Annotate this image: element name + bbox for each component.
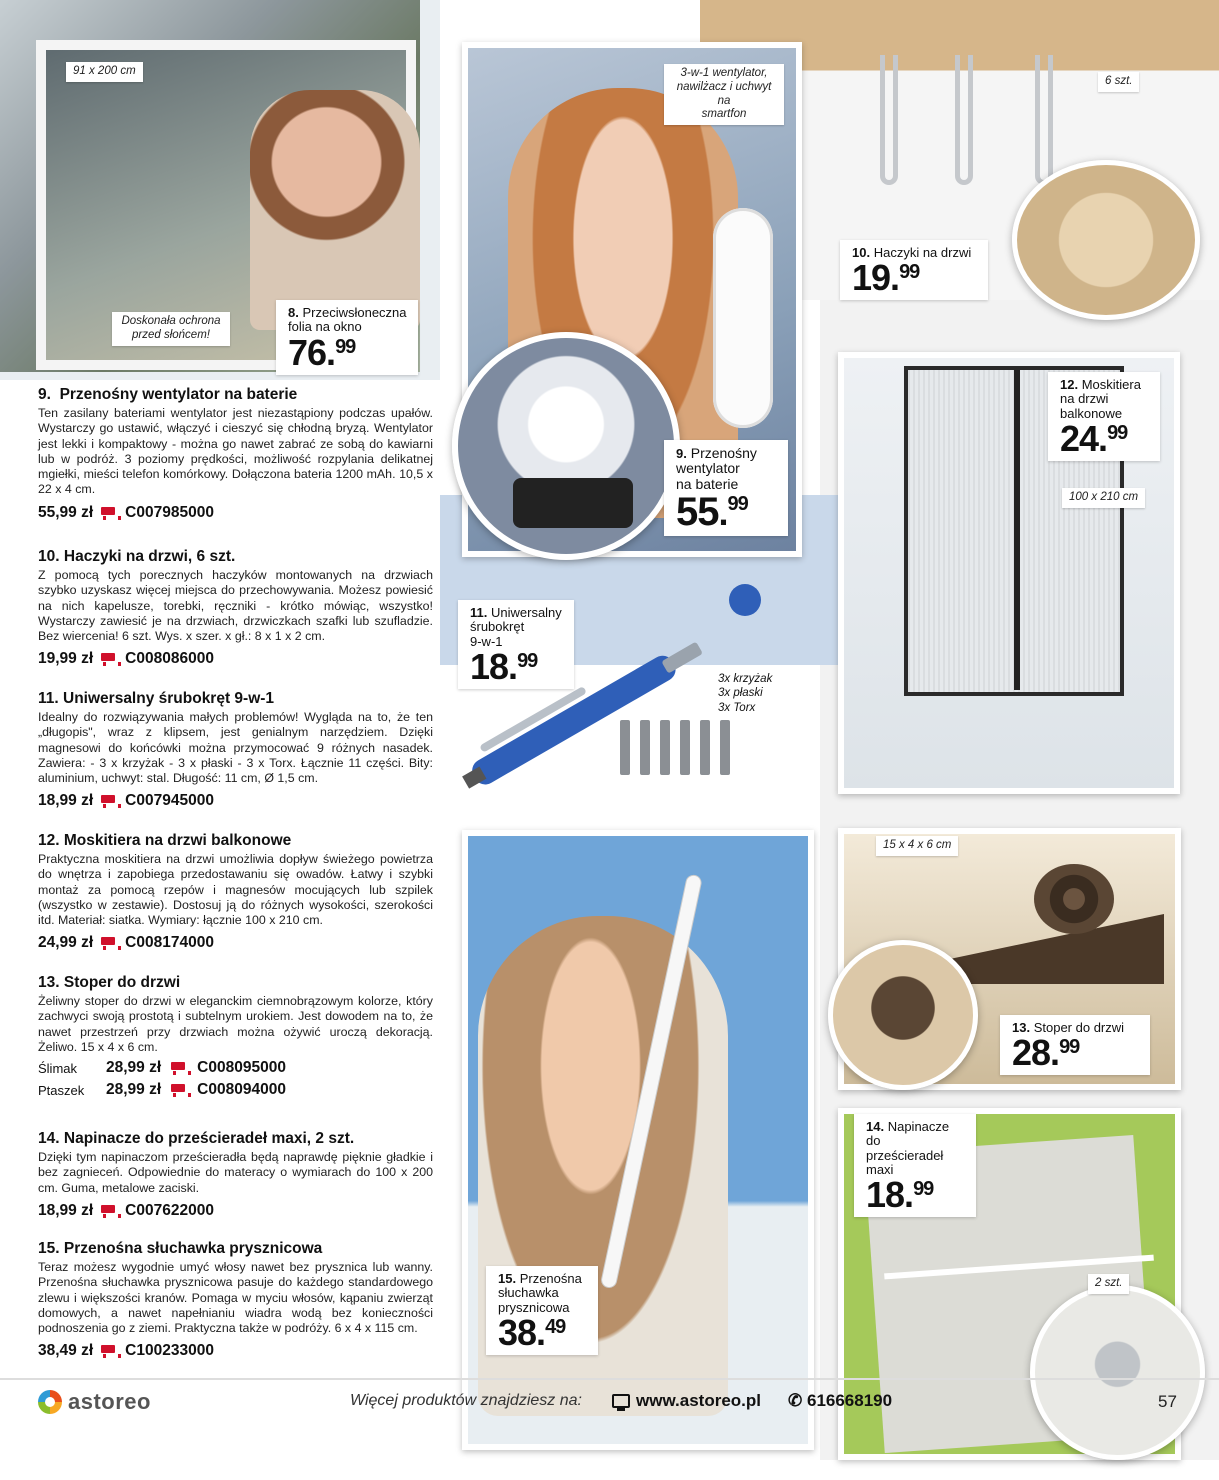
product-code: C007622000 bbox=[125, 1201, 214, 1219]
bird-stopper-circle bbox=[828, 940, 978, 1090]
cart-icon[interactable] bbox=[99, 794, 119, 808]
product-description: Teraz możesz wygodnie umyć włosy nawet bez prysznica lub wanny. Przenośna słuchawka prysznicowa pasuje do każdego standardowego zlewu i większości kranów. Pomaga w myciu włosów, kąpaniu zwierząt domowych, a nawet napełnianiu wiadra wodą bez konieczności podnoszenia go z ziemi. Praktyczna także w podróży. 6 x 4 x 115 cm. bbox=[38, 1260, 433, 1335]
cart-icon[interactable] bbox=[169, 1083, 189, 1097]
product-block-15 bbox=[38, 1240, 433, 1360]
product-description: Z pomocą tych porecznych haczyków montowanych na drzwiach szybko uzyskasz więcej miejsca do przechowywania. Możesz powiesić na nich kapelusze, torebki, ręczniki - krótko mówiąc, wszystko! Wystarczy zawiesić je na drzwiach, drzwiczkach szafki lub szufladzie. Bez wiercenia! 6 szt. Wys. x szer. x gł.: 8 x 1 x 2 cm. bbox=[38, 568, 433, 643]
product-code: C007985000 bbox=[125, 503, 214, 521]
footer-more-text: Więcej produktów znajdziesz na: bbox=[350, 1392, 582, 1409]
price-box-name: prześcieradeł bbox=[866, 1147, 944, 1163]
caption-line: 3x płaski bbox=[718, 687, 763, 700]
price-box-name: Napinacze do bbox=[866, 1119, 950, 1149]
cart-icon[interactable] bbox=[99, 1344, 119, 1358]
size-tag: 15 x 4 x 6 cm bbox=[876, 836, 958, 856]
product-num: 13. bbox=[38, 974, 60, 991]
price-int: 19 bbox=[852, 257, 891, 299]
order-line[interactable] bbox=[38, 504, 433, 522]
product-num: 15. bbox=[38, 1240, 60, 1257]
price-box-name: na drzwi bbox=[1060, 391, 1109, 407]
price-box-12: 12. Moskitiera na drzwi balkonowe 24.99 bbox=[1048, 372, 1160, 461]
count-tag: 2 szt. bbox=[1088, 1274, 1129, 1294]
price-dec: 49 bbox=[545, 1315, 566, 1338]
hook-shape bbox=[955, 55, 973, 185]
snail-figure bbox=[1034, 864, 1114, 934]
product-title: Moskitiera na drzwi balkonowe bbox=[63, 832, 292, 849]
price-box-name: 9-w-1 bbox=[470, 633, 503, 649]
order-line[interactable] bbox=[38, 650, 433, 668]
caption-tag bbox=[112, 312, 230, 346]
price-box-13: 13. Stoper do drzwi 28.99 bbox=[1000, 1015, 1150, 1075]
price-box-name: Przenośny bbox=[690, 445, 757, 461]
count-tag: 6 szt. bbox=[1098, 72, 1139, 92]
product-price: 28,99 zł bbox=[106, 1059, 162, 1076]
price-int: 28 bbox=[1012, 1032, 1051, 1074]
product-code: C008174000 bbox=[125, 934, 214, 952]
product-price: 55,99 zł bbox=[38, 503, 94, 521]
product-description: Praktyczna moskitiera na drzwi umożliwia dopływ świeżego powietrza do wnętrza i zapobiega przedostawaniu się owadów. Łatwy i szybki montaż za pomocą rzepów i magnesów mocujących lub szpilek (wszystko w zestawie). Dostosuj ją do różnych wysokości, szerokości itd. Materiał: siatka. Wymiary: łącznie 100 x 210 cm. bbox=[38, 852, 433, 927]
price-box-name: prysznicowa bbox=[498, 1299, 570, 1315]
bit-icon bbox=[680, 720, 690, 775]
price-dec: 99 bbox=[517, 649, 538, 672]
price-box-num: 10. bbox=[852, 245, 871, 260]
variant-line[interactable] bbox=[38, 1059, 433, 1077]
variant-line[interactable] bbox=[38, 1081, 433, 1099]
price-box-name: na baterie bbox=[676, 475, 739, 492]
product-description: Idealny do rozwiązywania małych problemów! Wygląda na to, że ten „długopis", wraz z klipsem, jest genialnym narzędziem. Dzięki magnesowi do końcówki można przymocować 9 różnych nasadek. Zawiera: - 3 x krzyżak - 3 x płaski - 3 x Torx. Łącznie 11 części. Bity: aluminium, uchwyt: stal. Długość: 11 cm, Ø 1,5 cm. bbox=[38, 710, 433, 785]
price-box-name: Przenośna bbox=[519, 1271, 582, 1286]
variant-label: Ptaszek bbox=[38, 1082, 85, 1098]
price-box-num: 15. bbox=[498, 1271, 517, 1286]
phone-number: 616668190 bbox=[806, 1391, 893, 1410]
product-block-13 bbox=[38, 974, 433, 1099]
fan-device bbox=[713, 208, 773, 428]
cart-icon[interactable] bbox=[99, 1204, 119, 1218]
price-box-name: słuchawka bbox=[498, 1285, 559, 1301]
product-code: C007945000 bbox=[125, 792, 214, 810]
product-price: 18,99 zł bbox=[38, 792, 94, 810]
price-box-name: folia na okno bbox=[288, 319, 362, 335]
logo-icon bbox=[38, 1390, 62, 1414]
phone-shape bbox=[513, 478, 633, 528]
product-title: Przenośny wentylator na baterie bbox=[59, 386, 298, 403]
price-box-num: 9. bbox=[676, 446, 687, 461]
clip-detail-circle bbox=[1030, 1285, 1205, 1460]
product-price: 24,99 zł bbox=[38, 934, 94, 952]
cap-icon bbox=[729, 584, 761, 616]
cart-icon[interactable] bbox=[169, 1061, 189, 1075]
product-title: Stoper do drzwi bbox=[63, 974, 181, 991]
brand-logo[interactable] bbox=[38, 1389, 151, 1415]
cart-icon[interactable] bbox=[99, 936, 119, 950]
caption-line: przed słońcem! bbox=[132, 328, 210, 341]
price-dec: 99 bbox=[1107, 421, 1128, 444]
price-dec: 99 bbox=[1059, 1036, 1080, 1059]
product-description: Dzięki tym napinaczom prześcieradła będą naprawdę pięknie gładkie i bez zagnieceń. Odpowiednie do materacy o wymiarach do 100 x 200 cm. Guma, metalowe zaciski. bbox=[38, 1150, 433, 1195]
price-dec: 99 bbox=[913, 1178, 934, 1201]
bit-icon bbox=[660, 720, 670, 775]
price-box-10: 10. Haczyki na drzwi 19.99 bbox=[840, 240, 988, 300]
product-price: 19,99 zł bbox=[38, 650, 94, 668]
net-seam bbox=[1014, 370, 1020, 690]
website-url: www.astoreo.pl bbox=[636, 1391, 762, 1410]
price-box-name: maxi bbox=[866, 1161, 894, 1177]
product-num: 14. bbox=[38, 1130, 60, 1147]
size-tag: 91 x 200 cm bbox=[66, 62, 143, 82]
price-dec: 99 bbox=[899, 261, 920, 284]
price-int: 24 bbox=[1060, 417, 1099, 459]
caption-line: 3x krzyżak bbox=[718, 673, 773, 685]
price-box-name: Przeciwsłoneczna bbox=[302, 305, 407, 320]
price-box-name: Stoper do drzwi bbox=[1033, 1020, 1125, 1035]
price-box-name: Moskitiera bbox=[1081, 377, 1141, 392]
website-link[interactable] bbox=[612, 1391, 761, 1411]
product-num: 12. bbox=[38, 832, 60, 849]
hook-shape bbox=[1035, 55, 1053, 185]
product-block-14 bbox=[38, 1130, 433, 1220]
price-box-name: Uniwersalny bbox=[490, 605, 562, 620]
product-num: 9. bbox=[38, 386, 51, 403]
product-num: 10. bbox=[38, 548, 60, 565]
price-box-name: wentylator bbox=[676, 460, 740, 477]
brand-name: astoreo bbox=[68, 1389, 151, 1414]
price-box-11: 11. Uniwersalny śrubokręt 9-w-1 18.99 bbox=[458, 600, 574, 689]
caption-line: 3-w-1 wentylator, bbox=[680, 67, 768, 79]
price-box-14: 14. Napinacze do prześcieradeł maxi 18.99 bbox=[854, 1114, 976, 1217]
cart-icon[interactable] bbox=[99, 652, 119, 666]
order-line[interactable] bbox=[38, 934, 433, 952]
product-block-12 bbox=[38, 832, 433, 952]
phone-link[interactable] bbox=[788, 1391, 892, 1411]
phone-icon: ✆ bbox=[788, 1391, 803, 1410]
product-block-9 bbox=[38, 386, 433, 522]
product-num: 11. bbox=[38, 690, 59, 707]
caption-line: smartfon bbox=[701, 108, 747, 121]
price-int: 55 bbox=[676, 490, 719, 535]
variant-label: Ślimak bbox=[38, 1060, 78, 1076]
product-price: 18,99 zł bbox=[38, 1201, 94, 1219]
price-box-num: 14. bbox=[866, 1119, 885, 1134]
product-title: Przenośna słuchawka prysznicowa bbox=[63, 1240, 323, 1257]
order-line[interactable] bbox=[38, 1202, 433, 1220]
page-number: 57 bbox=[1158, 1392, 1177, 1411]
price-box-num: 13. bbox=[1012, 1020, 1031, 1035]
price-box-num: 11. bbox=[470, 605, 488, 620]
price-int: 18 bbox=[470, 645, 509, 687]
price-int: 76 bbox=[288, 331, 327, 373]
shower-head-photo bbox=[462, 830, 814, 1450]
price-int: 18 bbox=[866, 1174, 905, 1216]
price-box-8: 8. Przeciwsłoneczna folia na okno 76.99 bbox=[276, 300, 418, 375]
product-block-11 bbox=[38, 690, 433, 810]
bits-caption bbox=[718, 672, 772, 715]
bit-icon bbox=[620, 720, 630, 775]
price-box-name: Haczyki na drzwi bbox=[873, 245, 972, 260]
caption-line: 3x Torx bbox=[718, 701, 756, 714]
footer-divider bbox=[0, 1378, 1219, 1380]
product-description: Żeliwny stoper do drzwi w eleganckim ciemnobrązowym kolorze, który zachwyci swoją prostotą i subtelnym urokiem. Jest dowodem na to, że nawet przestrzeń przy drzwiach można ożywić uroczą dekoracją. Żeliwo. 15 x 4 x 6 cm. bbox=[38, 994, 433, 1054]
order-line[interactable] bbox=[38, 1342, 433, 1360]
woman-figure bbox=[250, 90, 420, 330]
price-box-name: balkonowe bbox=[1060, 405, 1123, 421]
product-title: Haczyki na drzwi, 6 szt. bbox=[63, 548, 236, 565]
caption-line: nawilżacz i uchwyt na bbox=[676, 80, 772, 107]
fan-detail-circle bbox=[452, 332, 680, 560]
bit-icon bbox=[700, 720, 710, 775]
product-code: C008095000 bbox=[197, 1059, 286, 1076]
bit-icon bbox=[640, 720, 650, 775]
order-line[interactable] bbox=[38, 792, 433, 810]
product-description: Ten zasilany bateriami wentylator jest niezastąpiony podczas upałów. Wystarczy go ustawić, włączyć i cieszyć się chłodną bryzą. Wentylator jest lekki i kompaktowy - można go nawet zabrać ze sobą do kawiarni lub w podróż. 3 poziomy prędkości, możliwość rozpylania delikatnej mgiełki, mieści telefon komórkowy. Dołączona bateria 1200 mAh. 10,5 x 22 x 4 cm. bbox=[38, 406, 433, 497]
price-box-15: 15. Przenośna słuchawka prysznicowa 38.49 bbox=[486, 1266, 598, 1355]
price-box-num: 8. bbox=[288, 305, 299, 320]
hooks-detail-circle bbox=[1012, 160, 1200, 320]
price-int: 38 bbox=[498, 1311, 537, 1353]
size-tag: 100 x 210 cm bbox=[1062, 488, 1145, 508]
product-block-10 bbox=[38, 548, 433, 668]
cart-icon[interactable] bbox=[99, 506, 119, 520]
monitor-icon bbox=[612, 1394, 630, 1408]
product-code: C008094000 bbox=[197, 1081, 286, 1098]
caption-line: Doskonała ochrona bbox=[121, 315, 221, 327]
product-code: C100233000 bbox=[125, 1342, 214, 1360]
bit-icon bbox=[720, 720, 730, 775]
price-box-9: 9. Przenośny wentylator na baterie 55.99 bbox=[664, 440, 788, 536]
hook-shape bbox=[880, 55, 898, 185]
price-dec: 99 bbox=[335, 335, 356, 358]
price-box-num: 12. bbox=[1060, 377, 1079, 392]
product-price: 38,49 zł bbox=[38, 1342, 94, 1360]
price-dec: 99 bbox=[727, 493, 748, 516]
caption-tag bbox=[664, 64, 784, 125]
product-code: C008086000 bbox=[125, 650, 214, 668]
product-price: 28,99 zł bbox=[106, 1081, 162, 1098]
price-box-name: śrubokręt bbox=[470, 619, 525, 635]
product-title: Napinacze do prześcieradeł maxi, 2 szt. bbox=[63, 1130, 355, 1147]
product-title: Uniwersalny śrubokręt 9-w-1 bbox=[63, 690, 275, 707]
